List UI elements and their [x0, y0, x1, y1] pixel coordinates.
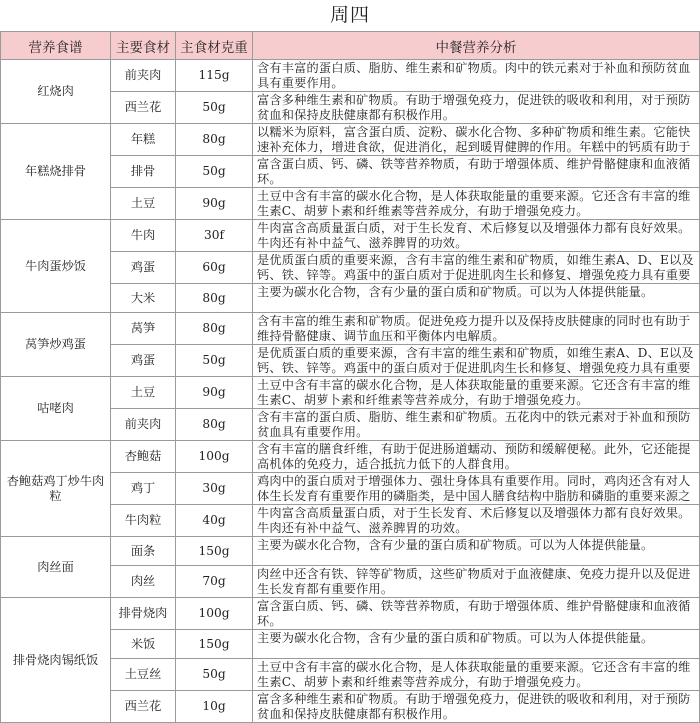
analysis-text: 含有丰富的维生素和矿物质。促进免疫力提升以及保持皮肤健康的同时也有助于维持骨骼健康、调节血压和平衡体内电解质。: [257, 314, 691, 343]
food-weight: 80g: [176, 284, 253, 313]
analysis-text: 含有丰富的膳食纤维，有助于促进肠道蠕动、预防和缓解便秘。此外，它还能提高机体的免疫力，适合抵抗力低下的人群食用。: [257, 442, 691, 471]
food-weight: 80g: [176, 313, 253, 345]
analysis-text: 主要为碳水化合物，含有少量的蛋白质和矿物质。可以为人体提供能量。: [257, 631, 654, 645]
nutrition-analysis: [253, 345, 700, 377]
dish-name: 红烧肉: [1, 60, 111, 124]
table-row: [1, 441, 700, 473]
food-weight: 50g: [176, 156, 253, 188]
food-name: 排骨烧肉: [111, 598, 176, 630]
dish-name: 排骨烧肉锡纸饭: [1, 598, 111, 723]
food-weight: 150g: [176, 630, 253, 659]
nutrition-analysis: [253, 441, 700, 473]
food-weight: 50g: [176, 345, 253, 377]
nutrition-analysis: [253, 409, 700, 441]
food-name: 牛肉: [111, 220, 176, 252]
analysis-text: 牛肉富含高质量蛋白质，对于生长发育、术后修复以及增强体力都有良好效果。牛肉还有补中益气、滋养脾胃的功效。: [257, 221, 691, 250]
nutrition-analysis: [253, 220, 700, 252]
analysis-text: 主要为碳水化合物，含有少量的蛋白质和矿物质。可以为人体提供能量。: [257, 538, 654, 552]
analysis-text: 富含蛋白质、钙、磷、铁等营养物质，有助于增强体质、维护骨骼健康和血液循环。: [257, 157, 691, 186]
food-name: 排骨: [111, 156, 176, 188]
food-weight: 90g: [176, 377, 253, 409]
dish-name: 牛肉蛋炒饭: [1, 220, 111, 313]
nutrition-analysis: [253, 566, 700, 598]
analysis-text: 肉丝中还含有铁、锌等矿物质，这些矿物质对于血液健康、免疫力提升以及促进生长发育都有重要作用。: [257, 567, 691, 596]
header-row: [1, 32, 700, 60]
header-dish: 营养食谱: [1, 32, 111, 60]
nutrition-analysis: [253, 252, 700, 284]
analysis-text: 是优质蛋白质的重要来源，含有丰富的维生素和矿物质，如维生素A、D、E以及钙、铁、锌等。鸡蛋中的蛋白质对于促进肌肉生长和修复、增强免疫力具有重要: [257, 346, 694, 375]
table-row: [1, 220, 700, 252]
analysis-text: 以糯米为原料，富含蛋白质、淀粉、碳水化合物、多种矿物质和维生素。它能快速补充体力，增进食欲，促进消化，起到暖胃健脾的作用。年糕中的钙质有助于: [257, 125, 691, 154]
food-name: 鸡蛋: [111, 252, 176, 284]
analysis-text: 土豆中含有丰富的碳水化合物，是人体获取能量的重要来源。它还含有丰富的维生素C、胡萝卜素和纤维素等营养成分，有助于增强免疫力。: [257, 378, 691, 407]
header-weight: 主食材克重: [176, 32, 253, 60]
food-name: 大米: [111, 284, 176, 313]
nutrition-analysis: [253, 188, 700, 220]
nutrition-analysis: [253, 659, 700, 691]
nutrition-analysis: [253, 691, 700, 723]
table-body: [1, 60, 700, 723]
dish-name: 年糕烧排骨: [1, 124, 111, 220]
food-name: 米饭: [111, 630, 176, 659]
food-name: 杏鲍菇: [111, 441, 176, 473]
food-weight: 50g: [176, 92, 253, 124]
food-weight: 150g: [176, 537, 253, 566]
table-row: [1, 124, 700, 156]
nutrition-analysis: [253, 60, 700, 92]
food-name: 肉丝: [111, 566, 176, 598]
food-weight: 60g: [176, 252, 253, 284]
table-row: [1, 60, 700, 92]
food-name: 前夹肉: [111, 409, 176, 441]
nutrition-analysis: [253, 630, 700, 659]
food-name: 土豆丝: [111, 659, 176, 691]
food-name: 莴笋: [111, 313, 176, 345]
nutrition-analysis: [253, 284, 700, 313]
food-weight: 80g: [176, 409, 253, 441]
analysis-text: 含有丰富的蛋白质、脂肪、维生素和矿物质。五花肉中的铁元素对于补血和预防贫血具有重要作用。: [257, 410, 691, 439]
table-row: [1, 377, 700, 409]
food-name: 土豆: [111, 188, 176, 220]
dish-name: 莴笋炒鸡蛋: [1, 313, 111, 377]
food-name: 鸡丁: [111, 473, 176, 505]
table-row: [1, 598, 700, 630]
food-weight: 50g: [176, 659, 253, 691]
analysis-text: 是优质蛋白质的重要来源，含有丰富的维生素和矿物质，如维生素A、D、E以及钙、铁、锌等。鸡蛋中的蛋白质对于促进肌肉生长和修复、增强免疫力具有重要: [257, 253, 694, 282]
analysis-text: 牛肉富含高质量蛋白质，对于生长发育、术后修复以及增强体力都有良好效果。牛肉还有补中益气、滋养脾胃的功效。: [257, 506, 691, 535]
page-title: 周四: [329, 4, 370, 26]
nutrition-analysis: [253, 505, 700, 537]
nutrition-analysis: [253, 92, 700, 124]
nutrition-analysis: [253, 473, 700, 505]
header-food: 主要食材: [111, 32, 176, 60]
header-analysis: 中餐营养分析: [253, 32, 700, 60]
analysis-text: 富含多种维生素和矿物质。有助于增强免疫力，促进铁的吸收和利用，对于预防贫血和保持皮肤健康都有积极作用。: [257, 692, 691, 721]
nutrition-analysis: [253, 313, 700, 345]
food-weight: 100g: [176, 441, 253, 473]
food-weight: 115g: [176, 60, 253, 92]
food-weight: 10g: [176, 691, 253, 723]
food-name: 鸡蛋: [111, 345, 176, 377]
nutrition-analysis: [253, 537, 700, 566]
nutrition-analysis: [253, 156, 700, 188]
food-name: 前夹肉: [111, 60, 176, 92]
food-name: 年糕: [111, 124, 176, 156]
food-weight: 30g: [176, 473, 253, 505]
nutrition-analysis: [253, 598, 700, 630]
nutrition-analysis: [253, 124, 700, 156]
food-weight: 90g: [176, 188, 253, 220]
analysis-text: 含有丰富的蛋白质、脂肪、维生素和矿物质。肉中的铁元素对于补血和预防贫血具有重要作用。: [257, 61, 691, 90]
food-name: 牛肉粒: [111, 505, 176, 537]
analysis-text: 主要为碳水化合物，含有少量的蛋白质和矿物质。可以为人体提供能量。: [257, 285, 654, 299]
nutrition-table: [0, 31, 700, 723]
analysis-text: 富含蛋白质、钙、磷、铁等营养物质，有助于增强体质、维护骨骼健康和血液循环。: [257, 599, 691, 628]
nutrition-analysis: [253, 377, 700, 409]
dish-name: 咕咾肉: [1, 377, 111, 441]
food-weight: 70g: [176, 566, 253, 598]
food-weight: 80g: [176, 124, 253, 156]
table-row: [1, 313, 700, 345]
food-name: 西兰花: [111, 92, 176, 124]
dish-name: 杏鲍菇鸡丁炒牛肉粒: [1, 441, 111, 537]
analysis-text: 富含多种维生素和矿物质。有助于增强免疫力，促进铁的吸收和利用，对于预防贫血和保持皮肤健康都有积极作用。: [257, 93, 691, 122]
analysis-text: 土豆中含有丰富的碳水化合物，是人体获取能量的重要来源。它还含有丰富的维生素C、胡萝卜素和纤维素等营养成分，有助于增强免疫力。: [257, 660, 691, 689]
analysis-text: 土豆中含有丰富的碳水化合物，是人体获取能量的重要来源。它还含有丰富的维生素C、胡萝卜素和纤维素等营养成分，有助于增强免疫力。: [257, 189, 691, 218]
dish-name: 肉丝面: [1, 537, 111, 598]
food-name: 面条: [111, 537, 176, 566]
table-row: [1, 537, 700, 566]
food-weight: 40g: [176, 505, 253, 537]
food-name: 土豆: [111, 377, 176, 409]
analysis-text: 鸡肉中的蛋白质对于增强体力、强壮身体具有重要作用。同时，鸡肉还含有对人体生长发育有重要作用的磷脂类，是中国人膳食结构中脂肪和磷脂的重要来源之: [257, 474, 691, 503]
food-weight: 100g: [176, 598, 253, 630]
food-name: 西兰花: [111, 691, 176, 723]
food-weight: 30f: [176, 220, 253, 252]
